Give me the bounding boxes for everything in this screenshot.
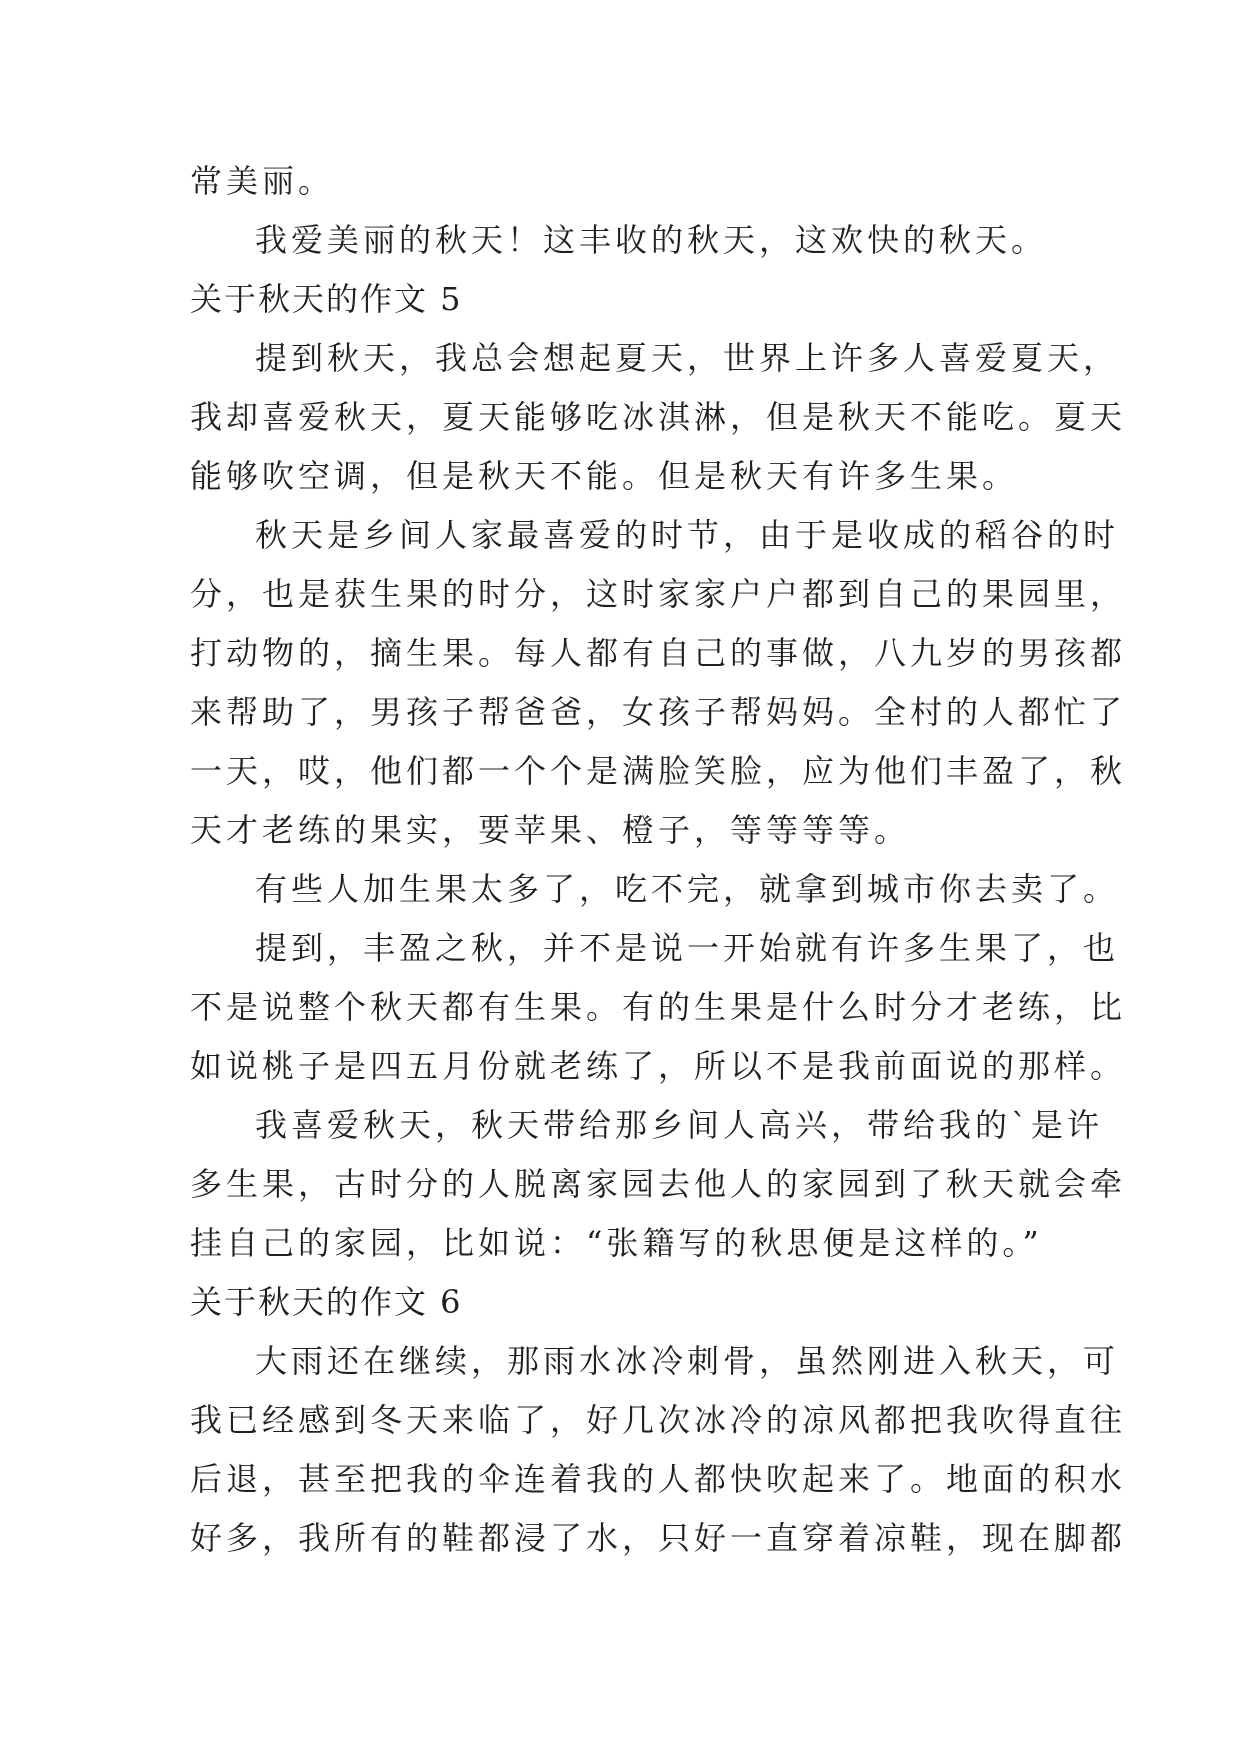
text-line: 我却喜爱秋天，夏天能够吃冰淇淋，但是秋天不能吃。夏天 (190, 398, 1127, 436)
paragraph-first-line: 我爱美丽的秋天！这丰收的秋天，这欢快的秋天。 (255, 221, 1048, 259)
text-line: 打动物的，摘生果。每人都有自己的事做，八九岁的男孩都 (190, 634, 1127, 672)
text-line: 后退，甚至把我的伞连着我的人都快吹起来了。地面的积水 (190, 1460, 1127, 1498)
text-line: 不是说整个秋天都有生果。有的生果是什么时分才老练，比 (190, 988, 1127, 1026)
text-line: 我已经感到冬天来临了，好几次冰冷的凉风都把我吹得直往 (190, 1401, 1127, 1439)
text-line: 如说桃子是四五月份就老练了，所以不是我前面说的那样。 (190, 1047, 1127, 1085)
paragraph-first-line: 我喜爱秋天，秋天带给那乡间人高兴，带给我的`是许 (255, 1106, 1104, 1144)
text-line: 常美丽。 (190, 162, 335, 200)
text-line: 天才老练的果实，要苹果、橙子，等等等等。 (190, 811, 911, 849)
paragraph-first-line: 有些人加生果太多了，吃不完，就拿到城市你去卖了。 (255, 870, 1120, 908)
text-line: 一天，哎，他们都一个个是满脸笑脸，应为他们丰盈了，秋 (190, 752, 1127, 790)
paragraph-first-line: 提到，丰盈之秋，并不是说一开始就有许多生果了，也 (255, 929, 1120, 967)
paragraph-first-line: 秋天是乡间人家最喜爱的时节，由于是收成的稻谷的时 (255, 516, 1120, 554)
section-heading: 关于秋天的作文 6 (190, 1283, 463, 1321)
text-line: 来帮助了，男孩子帮爸爸，女孩子帮妈妈。全村的人都忙了 (190, 693, 1127, 731)
text-line: 好多，我所有的鞋都浸了水，只好一直穿着凉鞋，现在脚都 (190, 1519, 1127, 1557)
text-line: 能够吹空调，但是秋天不能。但是秋天有许多生果。 (190, 457, 1019, 495)
paragraph-first-line: 提到秋天，我总会想起夏天，世界上许多人喜爱夏天， (255, 339, 1120, 377)
document-body (190, 152, 1127, 1568)
paragraph-first-line: 大雨还在继续，那雨水冰冷刺骨，虽然刚进入秋天，可 (255, 1342, 1120, 1380)
text-line: 挂自己的家园，比如说：“张籍写的秋思便是这样的。” (190, 1224, 1043, 1262)
text-line: 多生果，古时分的人脱离家园去他人的家园到了秋天就会牵 (190, 1165, 1127, 1203)
section-heading: 关于秋天的作文 5 (190, 280, 463, 318)
text-line: 分，也是获生果的时分，这时家家户户都到自己的果园里， (190, 575, 1127, 613)
